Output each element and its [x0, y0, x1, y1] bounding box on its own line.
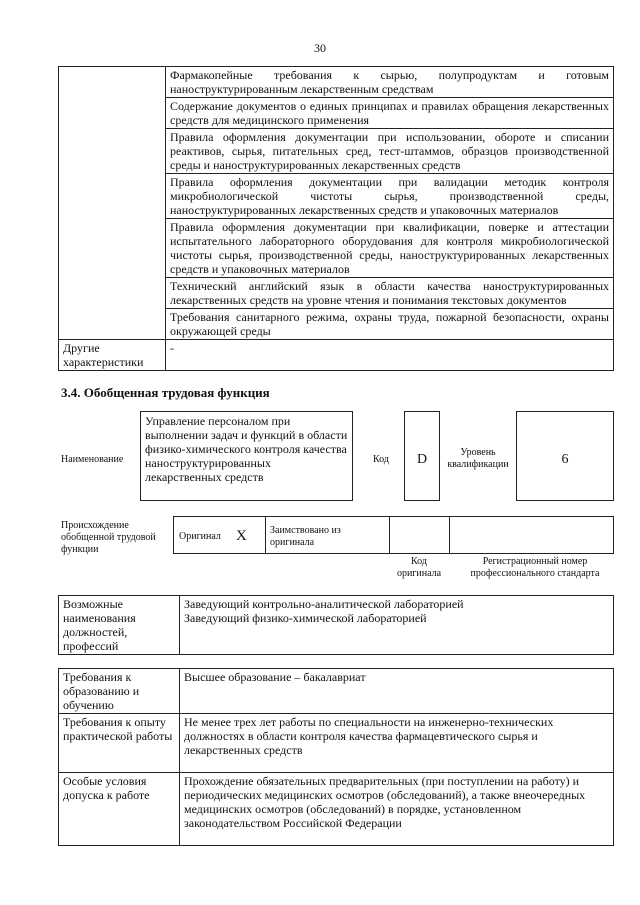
positions-label: Возможные наименования должностей, профессий — [59, 596, 180, 655]
code-original-caption: Код оригинала — [396, 556, 442, 579]
requirement-label: Требования к опыту практической работы — [59, 714, 180, 773]
regnum-caption: Регистрационный номер профессионального стандарта — [470, 556, 600, 579]
table-row — [59, 67, 614, 98]
positions-table — [58, 595, 614, 655]
table-cell: Фармакопейные требования к сырью, полупродуктам и готовым наноструктурированным лекарственным средствам — [166, 67, 614, 98]
original-label: Оригинал — [179, 531, 221, 542]
other-characteristics-value: - — [166, 340, 614, 371]
knowledge-table — [58, 66, 614, 371]
table-cell: Требования санитарного режима, охраны труда, пожарной безопасности, охраны окружающей среды — [166, 309, 614, 340]
position-item: Заведующий физико-химической лабораторией — [184, 611, 427, 625]
origin-label: Происхождение обобщенной трудовой функции — [61, 520, 156, 555]
original-mark: X — [236, 528, 247, 544]
table-cell: Правила оформления документации при использовании, обороте и списании реактивов, сырья, питательных сред, тест-штаммов, образцов производственной среды и наноструктурированных лекарственных средств — [166, 129, 614, 174]
borrowed-label: Заимствовано из оригинала — [270, 525, 341, 548]
table-row — [59, 596, 614, 655]
table-cell: Правила оформления документации при валидации методик контроля микробиологической чистоты сырья, производственной среды, наноструктурированных лекарственных средств и упаковочных материалов — [166, 174, 614, 219]
position-item: Заведующий контрольно-аналитической лабораторией — [184, 597, 464, 611]
requirement-value: Высшее образование – бакалавриат — [180, 669, 614, 714]
function-name-box: Управление персоналом при выполнении задач и функций в области физико-химического контроля качества наноструктурированных лекарственных средств — [140, 411, 353, 501]
table-row — [59, 714, 614, 773]
table-empty-cell — [59, 67, 166, 340]
divider — [449, 516, 450, 554]
level-label: Уровень квалификации — [447, 447, 509, 470]
table-row — [59, 669, 614, 714]
code-value-box: D — [404, 411, 440, 501]
section-title: 3.4. Обобщенная трудовая функция — [61, 385, 270, 400]
positions-values — [180, 596, 614, 655]
table-row — [59, 773, 614, 846]
table-cell: Содержание документов о единых принципах и правилах обращения лекарственных средств для медицинского применения — [166, 98, 614, 129]
requirement-label: Особые условия допуска к работе — [59, 773, 180, 846]
level-value-box: 6 — [516, 411, 614, 501]
requirement-label: Требования к образованию и обучению — [59, 669, 180, 714]
page-number: 30 — [314, 41, 326, 55]
name-label: Наименование — [61, 454, 124, 465]
requirements-table — [58, 668, 614, 846]
divider — [265, 516, 266, 554]
requirement-value: Прохождение обязательных предварительных (при поступлении на работу) и периодических медицинских осмотров (обследований), а также внеочередных медицинских осмотров (обследований) в порядке, установленном законодательством Российской Федерации — [180, 773, 614, 846]
table-row — [59, 340, 614, 371]
other-characteristics-label: Другие характеристики — [59, 340, 166, 371]
divider — [389, 516, 390, 554]
requirement-value: Не менее трех лет работы по специальности на инженерно-технических должностях в области контроля качества фармацевтического сырья и лекарственных средств — [180, 714, 614, 773]
table-cell: Правила оформления документации при квалификации, поверке и аттестации испытательного лабораторного оборудования для контроля микробиологической чистоты сырья, производственной среды, наноструктурированных лекарственных средств и упаковочных материалов — [166, 219, 614, 278]
code-label: Код — [373, 454, 389, 465]
table-cell: Технический английский язык в области качества наноструктурированных лекарственных средств на уровне чтения и понимания текстовых документов — [166, 278, 614, 309]
